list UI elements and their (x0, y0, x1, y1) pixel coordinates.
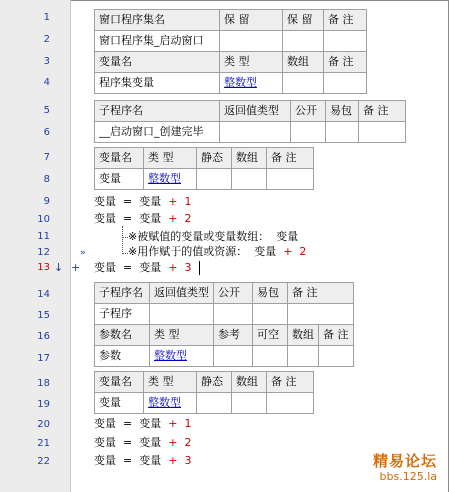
sub-name-cell[interactable]: __启动窗口_创建完毕 (95, 122, 220, 143)
assembly-table (94, 9, 367, 94)
public-cell[interactable] (214, 304, 253, 325)
code-line-current[interactable]: 变量 = 变量 + 3 (94, 261, 192, 274)
tip-connector (122, 226, 123, 254)
remark-cell[interactable] (267, 169, 314, 190)
type-header: 类 型 (144, 372, 197, 393)
line-number[interactable]: 3 (43, 56, 50, 67)
assembly-name-header: 窗口程序集名 (95, 10, 220, 31)
assembly-name-cell[interactable]: 窗口程序集_启动窗口 (95, 31, 220, 52)
sub-name-header: 子程序名 (95, 101, 220, 122)
param-name-cell[interactable]: 参数 (95, 346, 150, 367)
remark-cell[interactable] (324, 31, 367, 52)
code-line[interactable]: 变量 = 变量 + 1 (94, 195, 192, 208)
public-header: 公开 (214, 283, 253, 304)
remark-header: 备 注 (319, 325, 354, 346)
reserved-cell-1[interactable] (220, 31, 283, 52)
line-number-current[interactable]: 13 (37, 262, 50, 273)
var-name-cell[interactable]: 程序集变量 (95, 73, 220, 94)
line-number[interactable]: 9 (43, 196, 50, 207)
var-name-header: 变量名 (95, 52, 220, 73)
line-number[interactable]: 22 (37, 456, 50, 467)
return-type-cell[interactable] (220, 122, 291, 143)
remark-header: 备 注 (324, 10, 367, 31)
local-var-table (94, 371, 314, 414)
arrow-marker-icon: » (80, 248, 86, 258)
line-number[interactable]: 21 (37, 438, 50, 449)
static-header: 静态 (197, 372, 232, 393)
text-cursor (199, 261, 200, 275)
public-cell[interactable] (291, 122, 326, 143)
reference-cell[interactable] (214, 346, 253, 367)
reserved-header-2: 保 留 (283, 10, 324, 31)
return-type-header: 返回值类型 (150, 283, 214, 304)
line-number[interactable]: 18 (37, 378, 50, 389)
epackage-cell[interactable] (326, 122, 359, 143)
type-keyword[interactable]: 整数型 (224, 76, 257, 89)
var-type-cell[interactable] (144, 169, 197, 190)
return-type-cell[interactable] (150, 304, 214, 325)
remark-header: 备 注 (324, 52, 367, 73)
static-cell[interactable] (197, 169, 232, 190)
watermark-title: 精易论坛 (372, 452, 437, 470)
return-type-header: 返回值类型 (220, 101, 291, 122)
optional-cell[interactable] (253, 346, 288, 367)
local-var-table (94, 147, 314, 190)
var-name-cell[interactable]: 变量 (95, 169, 144, 190)
line-number[interactable]: 1 (43, 12, 50, 23)
code-line[interactable]: 变量 = 变量 + 2 (94, 212, 192, 225)
reserved-cell-2[interactable] (283, 31, 324, 52)
array-cell[interactable] (288, 346, 319, 367)
sub-name-header: 子程序名 (95, 283, 150, 304)
remark-header: 备 注 (267, 148, 314, 169)
var-type-cell[interactable] (144, 393, 197, 414)
line-number[interactable]: 7 (43, 152, 50, 163)
tooltip-assign-value: ※用作赋于的值或资源： 变量 + 2 (128, 245, 307, 258)
remark-header: 备 注 (288, 283, 354, 304)
array-header: 数组 (232, 372, 267, 393)
epackage-header: 易包 (253, 283, 288, 304)
var-name-cell[interactable]: 变量 (95, 393, 144, 414)
epackage-cell[interactable] (253, 304, 288, 325)
code-line[interactable]: 变量 = 变量 + 2 (94, 436, 192, 449)
line-number[interactable]: 15 (37, 310, 50, 321)
public-header: 公开 (291, 101, 326, 122)
epackage-header: 易包 (326, 101, 359, 122)
param-type-cell[interactable] (150, 346, 214, 367)
line-number[interactable]: 2 (43, 34, 50, 45)
watermark-url: bbs.125.la (379, 470, 437, 483)
array-cell[interactable] (232, 393, 267, 414)
remark-header: 备 注 (267, 372, 314, 393)
remark-cell[interactable] (267, 393, 314, 414)
array-cell[interactable] (232, 169, 267, 190)
line-number[interactable]: 10 (37, 214, 50, 225)
sub-name-cell[interactable]: 子程序 (95, 304, 150, 325)
line-number[interactable]: 4 (43, 77, 50, 88)
static-header: 静态 (197, 148, 232, 169)
subroutine-table (94, 282, 354, 367)
array-header: 数组 (232, 148, 267, 169)
type-keyword[interactable]: 整数型 (148, 396, 181, 409)
var-name-header: 变量名 (95, 148, 144, 169)
breakpoint-arrow-icon[interactable]: ↓ (54, 261, 64, 274)
type-header: 类 型 (144, 148, 197, 169)
array-header: 数组 (283, 52, 324, 73)
param-type-header: 类 型 (150, 325, 214, 346)
array-header: 数组 (288, 325, 319, 346)
line-number[interactable]: 5 (43, 105, 50, 116)
remark-cell[interactable] (288, 304, 354, 325)
add-line-icon[interactable]: + (71, 261, 81, 274)
code-line[interactable]: 变量 = 变量 + 1 (94, 417, 192, 430)
remark-cell[interactable] (319, 346, 354, 367)
param-name-header: 参数名 (95, 325, 150, 346)
line-number[interactable]: 16 (37, 331, 50, 342)
reference-header: 参考 (214, 325, 253, 346)
line-number[interactable]: 6 (43, 127, 50, 138)
line-number[interactable]: 20 (37, 419, 50, 430)
subroutine-table (94, 100, 406, 143)
type-header: 类 型 (220, 52, 283, 73)
code-line[interactable]: 变量 = 变量 + 3 (94, 454, 192, 467)
line-number[interactable]: 19 (37, 399, 50, 410)
remark-header: 备 注 (359, 101, 406, 122)
line-number[interactable]: 11 (37, 231, 50, 242)
tooltip-assign-target: ※被赋值的变量或变量数组： 变量 (128, 230, 299, 243)
remark-cell[interactable] (324, 73, 367, 94)
line-number[interactable]: 12 (37, 247, 50, 258)
line-number[interactable]: 17 (37, 353, 50, 364)
optional-header: 可空 (253, 325, 288, 346)
var-type-cell[interactable] (220, 73, 283, 94)
static-cell[interactable] (197, 393, 232, 414)
remark-cell[interactable] (359, 122, 406, 143)
array-cell[interactable] (283, 73, 324, 94)
type-keyword[interactable]: 整数型 (148, 172, 181, 185)
line-number[interactable]: 8 (43, 174, 50, 185)
gutter-divider (70, 0, 71, 492)
var-name-header: 变量名 (95, 372, 144, 393)
reserved-header-1: 保 留 (220, 10, 283, 31)
line-number[interactable]: 14 (37, 289, 50, 300)
type-keyword[interactable]: 整数型 (154, 349, 187, 362)
